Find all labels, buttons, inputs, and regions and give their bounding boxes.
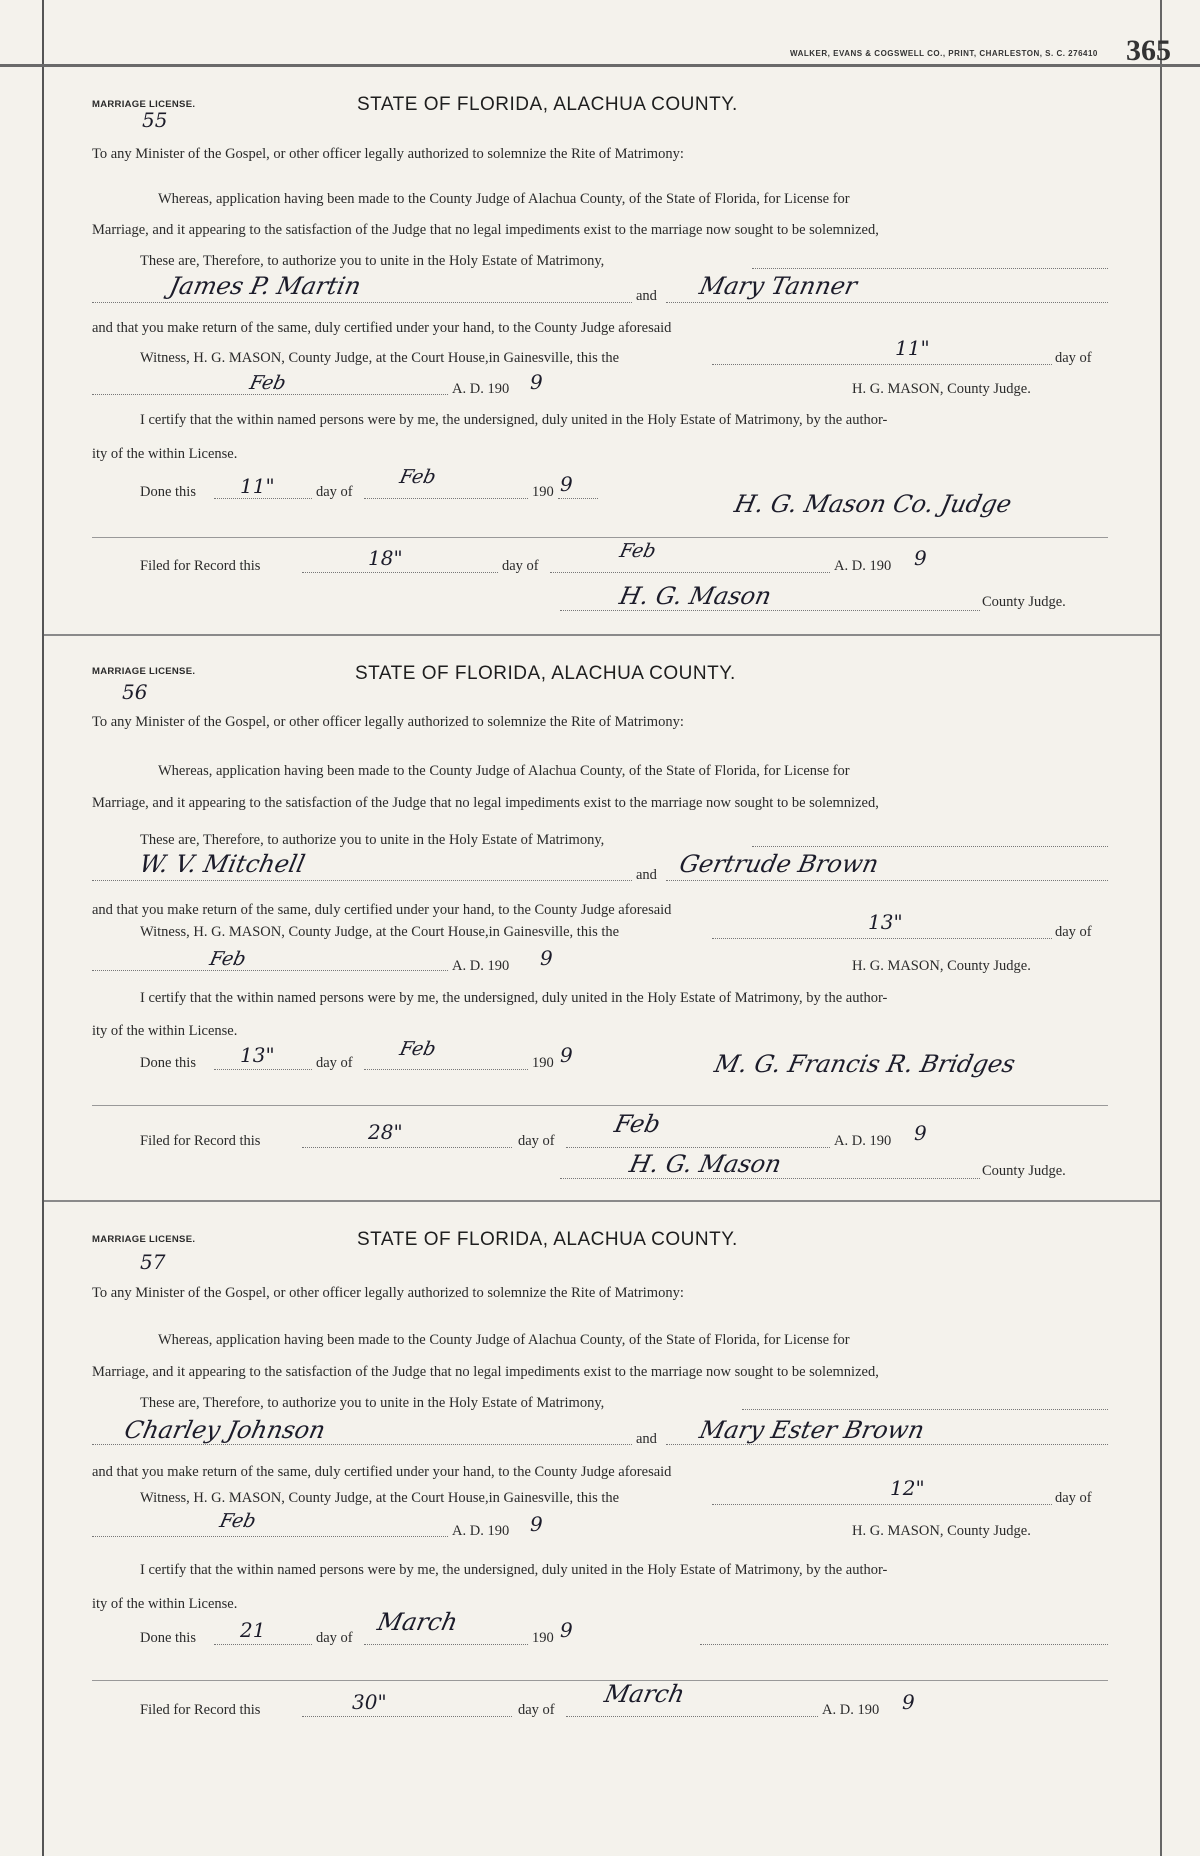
blank-line xyxy=(302,1716,512,1717)
certify-line: I certify that the within named persons were by me, the undersigned, duly united in the Holy Estate of Matrimony, by the author- xyxy=(140,990,888,1006)
county-judge-label: County Judge. xyxy=(982,594,1066,610)
certify-line-2: ity of the within License. xyxy=(92,446,238,462)
blank-line xyxy=(364,1644,528,1645)
witness-day: 11" xyxy=(895,336,930,360)
filed-label: Filed for Record this xyxy=(140,558,261,574)
ad-label: A. D. 190 xyxy=(452,958,510,974)
license-number: 55 xyxy=(142,108,168,132)
certify-line: I certify that the within named persons were by me, the undersigned, duly united in the Holy Estate of Matrimony, by the author- xyxy=(140,412,888,428)
return-line: and that you make return of the same, duly certified under your hand, to the County Judge aforesaid xyxy=(92,902,672,918)
filed-year: 9 xyxy=(914,546,927,570)
blank-line xyxy=(712,364,1052,365)
and-label: and xyxy=(636,867,657,883)
done-this-label: Done this xyxy=(140,484,196,500)
blank-line xyxy=(92,302,632,303)
done-year: 9 xyxy=(560,1043,573,1067)
year-prefix: 190 xyxy=(532,1055,554,1071)
witness-year: 9 xyxy=(540,946,553,970)
and-label: and xyxy=(636,1431,657,1447)
address-line: To any Minister of the Gospel, or other officer legally authorized to solemnize the Rite of Matrimony: xyxy=(92,146,684,162)
blank-line xyxy=(666,1444,1108,1445)
whereas-line: Whereas, application having been made to the County Judge of Alachua County, of the State of Florida, for License for xyxy=(158,1332,850,1348)
judge-label: H. G. MASON, County Judge. xyxy=(852,1523,1031,1539)
bride-name: Mary Ester Brown xyxy=(697,1416,927,1444)
done-day: 13" xyxy=(240,1043,275,1067)
witness-month: Feb xyxy=(247,372,288,394)
license-label: MARRIAGE LICENSE. xyxy=(92,99,196,110)
done-day: 21 xyxy=(240,1618,266,1642)
day-of-label: day of xyxy=(1055,924,1092,940)
done-day: 11" xyxy=(240,474,275,498)
blank-line xyxy=(92,970,448,971)
blank-line xyxy=(92,1444,632,1445)
certify-line-2: ity of the within License. xyxy=(92,1023,238,1039)
whereas-line: Whereas, application having been made to the County Judge of Alachua County, of the State of Florida, for License for xyxy=(158,763,850,779)
officiant-signature: H. G. Mason Co. Judge xyxy=(732,490,1015,518)
blank-line xyxy=(92,1536,448,1537)
day-of-short: day of xyxy=(316,484,353,500)
filed-year: 9 xyxy=(914,1121,927,1145)
done-year: 9 xyxy=(560,472,573,496)
blank-line xyxy=(214,498,312,499)
blank-line xyxy=(712,1504,1052,1505)
blank-line xyxy=(214,1069,312,1070)
certify-line-2: ity of the within License. xyxy=(92,1596,238,1612)
blank-line xyxy=(752,268,1108,269)
year-prefix: 190 xyxy=(532,1630,554,1646)
blank-line xyxy=(302,1147,512,1148)
witness-line: Witness, H. G. MASON, County Judge, at the Court House,in Gainesville, this the xyxy=(140,1490,620,1506)
witness-month: Feb xyxy=(217,1510,258,1532)
ad-label: A. D. 190 xyxy=(452,381,510,397)
filed-day: 30" xyxy=(352,1690,387,1714)
blank-line xyxy=(364,498,528,499)
groom-name: W. V. Mitchell xyxy=(137,850,308,878)
divider xyxy=(92,1680,1108,1681)
bride-name: Gertrude Brown xyxy=(677,850,882,878)
marriage-line: Marriage, and it appearing to the satisfaction of the Judge that no legal impediments exist to the marriage now sought to be solemnized, xyxy=(92,222,879,238)
day-of-short: day of xyxy=(316,1055,353,1071)
state-heading: STATE OF FLORIDA, ALACHUA COUNTY. xyxy=(357,1229,738,1250)
blank-line xyxy=(712,938,1052,939)
page-number: 365 xyxy=(1126,34,1171,67)
blank-line xyxy=(666,880,1108,881)
filed-label: Filed for Record this xyxy=(140,1133,261,1149)
judge-label: H. G. MASON, County Judge. xyxy=(852,958,1031,974)
divider xyxy=(92,537,1108,538)
certify-line: I certify that the within named persons were by me, the undersigned, duly united in the Holy Estate of Matrimony, by the author- xyxy=(140,1562,888,1578)
judge-label: H. G. MASON, County Judge. xyxy=(852,381,1031,397)
done-month: Feb xyxy=(397,1038,438,1060)
blank-line xyxy=(558,498,598,499)
done-this-label: Done this xyxy=(140,1630,196,1646)
blank-line xyxy=(566,1716,818,1717)
done-month: Feb xyxy=(397,466,438,488)
blank-line xyxy=(666,302,1108,303)
day-of-label: day of xyxy=(1055,1490,1092,1506)
blank-line xyxy=(566,1147,830,1148)
right-margin-rule xyxy=(1160,0,1162,1856)
license-label: MARRIAGE LICENSE. xyxy=(92,1234,196,1245)
top-rule xyxy=(0,64,1200,67)
license-number: 57 xyxy=(140,1250,166,1274)
ad-label: A. D. 190 xyxy=(834,558,892,574)
blank-line xyxy=(92,880,632,881)
blank-line xyxy=(742,1409,1108,1410)
witness-year: 9 xyxy=(530,1512,543,1536)
left-margin-rule xyxy=(42,0,44,1856)
county-judge-label: County Judge. xyxy=(982,1163,1066,1179)
record-separator xyxy=(44,634,1160,636)
return-line: and that you make return of the same, duly certified under your hand, to the County Judge aforesaid xyxy=(92,1464,672,1480)
divider xyxy=(92,1105,1108,1106)
filed-month: Feb xyxy=(617,540,658,562)
groom-name: Charley Johnson xyxy=(122,1416,328,1444)
filed-day: 18" xyxy=(368,546,403,570)
return-line: and that you make return of the same, duly certified under your hand, to the County Judge aforesaid xyxy=(92,320,672,336)
blank-line xyxy=(550,572,830,573)
filed-month: March xyxy=(602,1680,688,1708)
marriage-line: Marriage, and it appearing to the satisfaction of the Judge that no legal impediments exist to the marriage now sought to be solemnized, xyxy=(92,795,879,811)
and-label: and xyxy=(636,288,657,304)
witness-day: 12" xyxy=(890,1476,925,1500)
day-of-short: day of xyxy=(502,558,539,574)
license-number: 56 xyxy=(122,680,148,704)
marriage-line: Marriage, and it appearing to the satisfaction of the Judge that no legal impediments exist to the marriage now sought to be solemnized, xyxy=(92,1364,879,1380)
ad-label: A. D. 190 xyxy=(834,1133,892,1149)
witness-day: 13" xyxy=(868,910,903,934)
blank-line xyxy=(752,846,1108,847)
groom-name: James P. Martin xyxy=(167,272,364,300)
blank-line xyxy=(92,394,448,395)
done-this-label: Done this xyxy=(140,1055,196,1071)
blank-line xyxy=(214,1644,312,1645)
day-of-short: day of xyxy=(316,1630,353,1646)
filed-day: 28" xyxy=(368,1120,403,1144)
filed-month: Feb xyxy=(612,1110,663,1138)
bride-name: Mary Tanner xyxy=(697,272,860,300)
day-of-short: day of xyxy=(518,1702,555,1718)
filed-year: 9 xyxy=(902,1690,915,1714)
officiant-signature: M. G. Francis R. Bridges xyxy=(712,1050,1018,1078)
address-line: To any Minister of the Gospel, or other officer legally authorized to solemnize the Rite of Matrimony: xyxy=(92,1285,684,1301)
blank-line xyxy=(302,572,498,573)
state-heading: STATE OF FLORIDA, ALACHUA COUNTY. xyxy=(355,663,736,684)
blank-line xyxy=(560,1178,980,1179)
blank-line xyxy=(560,610,980,611)
witness-year: 9 xyxy=(530,370,543,394)
filed-signature: H. G. Mason xyxy=(617,582,774,610)
day-of-label: day of xyxy=(1055,350,1092,366)
state-heading: STATE OF FLORIDA, ALACHUA COUNTY. xyxy=(357,94,738,115)
ad-label: A. D. 190 xyxy=(822,1702,880,1718)
blank-line xyxy=(700,1644,1108,1645)
done-month: March xyxy=(375,1608,461,1636)
record-separator xyxy=(44,1200,1160,1202)
done-year: 9 xyxy=(560,1618,573,1642)
address-line: To any Minister of the Gospel, or other officer legally authorized to solemnize the Rite of Matrimony: xyxy=(92,714,684,730)
license-label: MARRIAGE LICENSE. xyxy=(92,666,196,677)
printer-imprint: WALKER, EVANS & COGSWELL CO., PRINT, CHARLESTON, S. C. 276410 xyxy=(790,49,1098,58)
witness-month: Feb xyxy=(207,948,248,970)
ad-label: A. D. 190 xyxy=(452,1523,510,1539)
witness-line: Witness, H. G. MASON, County Judge, at the Court House,in Gainesville, this the xyxy=(140,924,620,940)
witness-line: Witness, H. G. MASON, County Judge, at the Court House,in Gainesville, this the xyxy=(140,350,620,366)
these-are-line: These are, Therefore, to authorize you to unite in the Holy Estate of Matrimony, xyxy=(140,832,605,848)
these-are-line: These are, Therefore, to authorize you to unite in the Holy Estate of Matrimony, xyxy=(140,253,605,269)
filed-signature: H. G. Mason xyxy=(627,1150,784,1178)
year-prefix: 190 xyxy=(532,484,554,500)
day-of-short: day of xyxy=(518,1133,555,1149)
blank-line xyxy=(364,1069,528,1070)
filed-label: Filed for Record this xyxy=(140,1702,261,1718)
these-are-line: These are, Therefore, to authorize you to unite in the Holy Estate of Matrimony, xyxy=(140,1395,605,1411)
whereas-line: Whereas, application having been made to the County Judge of Alachua County, of the State of Florida, for License for xyxy=(158,191,850,207)
